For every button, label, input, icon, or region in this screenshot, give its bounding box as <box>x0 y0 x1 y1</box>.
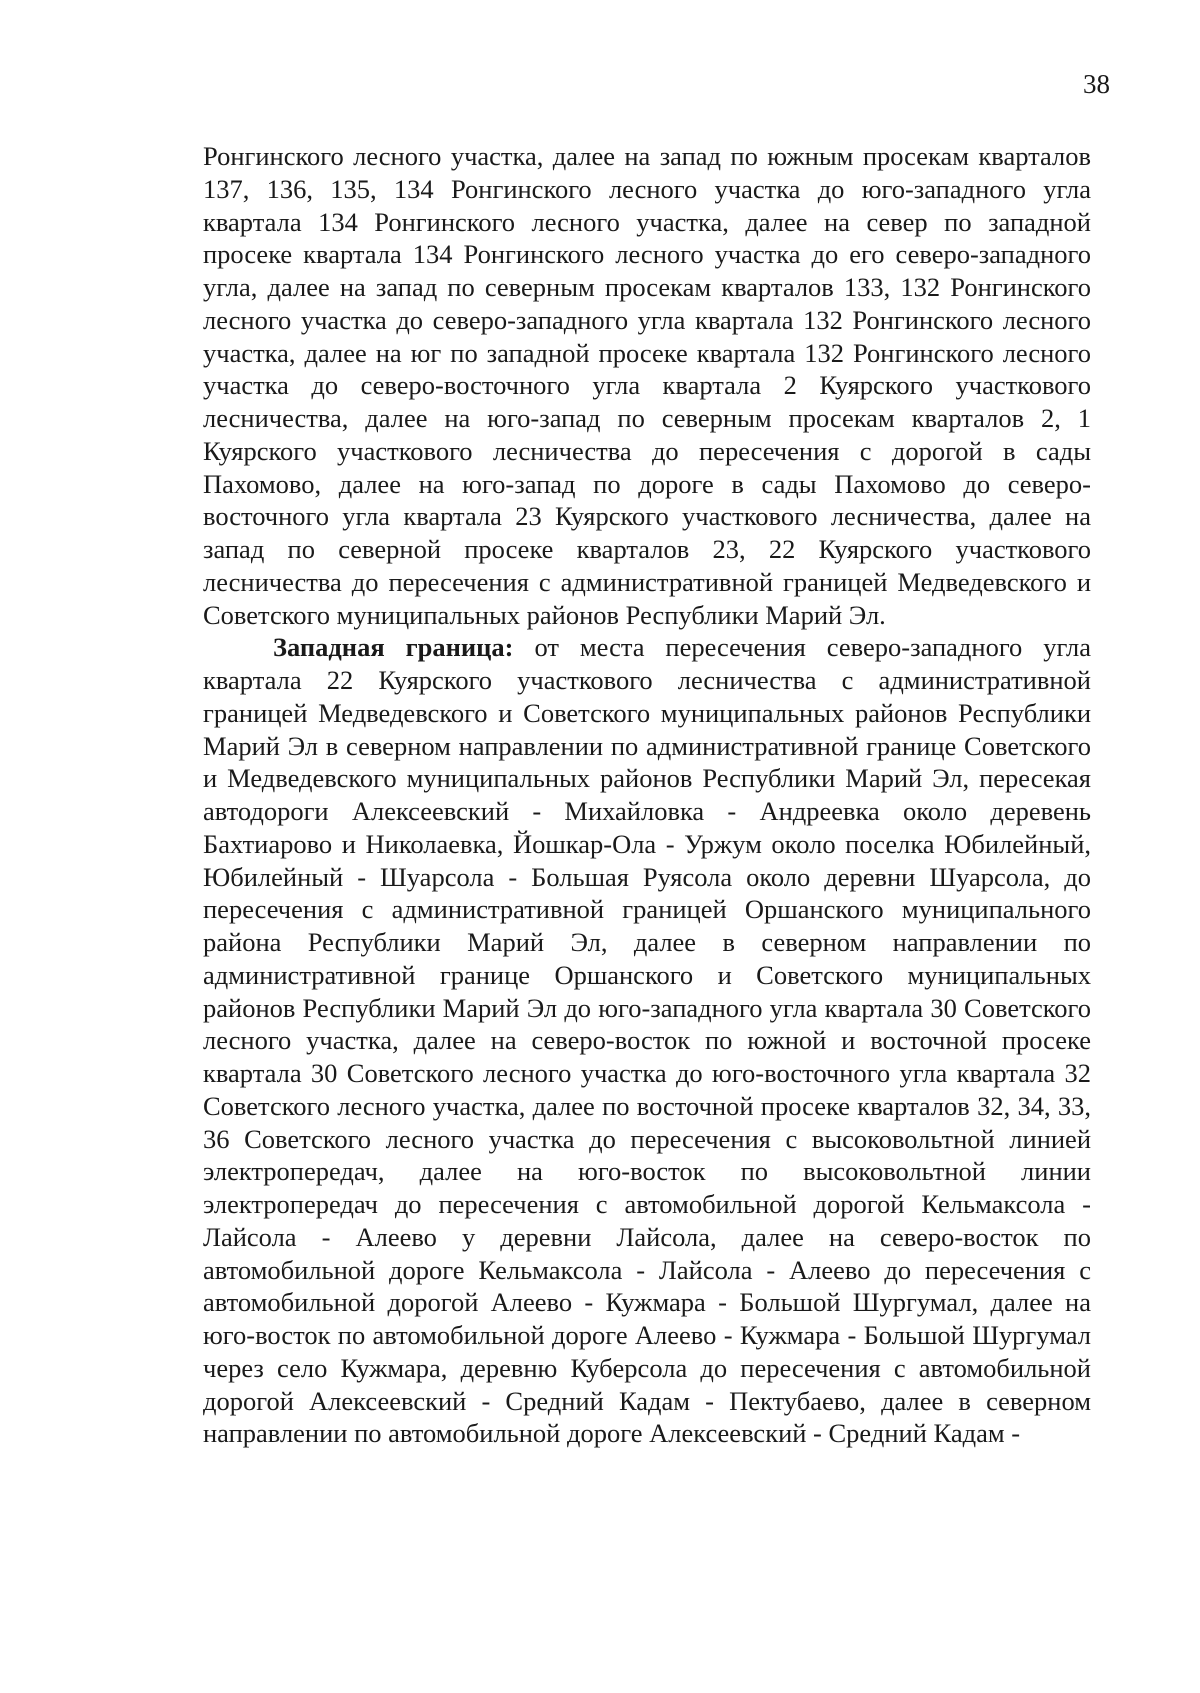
paragraph-continuation: Ронгинского лесного участка, далее на запад по южным просекам кварталов 137, 136, 135, 134 Ронгинского лесного участка до юго-западного угла квартала 134 Ронгинского лесного участка, далее на север по западной просеке квартала 134 Ронгинского лесного участка до его северо-западного угла, далее на запад по северным просекам кварталов 133, 132 Ронгинского лесного участка до северо-западного угла квартала 132 Ронгинского лесного участка, далее на юг по западной просеке квартала 132 Ронгинского лесного участка до северо-восточного угла квартала 2 Куярского участкового лесничества, далее на юго-запад по северным просекам кварталов 2, 1 Куярского участкового лесничества до пересечения с дорогой в сады Пахомово, далее на юго-запад по дороге в сады Пахомово до северо-восточного угла квартала 23 Куярского участкового лесничества, далее на запад по северной просеке кварталов 23, 22 Куярского участкового лесничества до пересечения с административной границей Медведевского и Советского муниципальных районов Республики Марий Эл. <box>203 141 1091 630</box>
body-text <box>203 140 1091 1450</box>
section-heading-western-boundary: Западная граница: <box>273 632 514 663</box>
paragraph-western-boundary-text: от места пересечения северо-западного угла квартала 22 Куярского участкового лесничества с административной границей Медведевского и Советского муниципальных районов Республики Марий Эл в северном направлении по административной границе Советского и Медведевского муниципальных районов Республики Марий Эл, пересекая автодороги Алексеевский - Михайловка - Андреевка около деревень Бахтиарово и Николаевка, Йошкар-Ола - Уржум около поселка Юбилейный, Юбилейный - Шуарсола - Большая Руясола около деревни Шуарсола, до пересечения с административной границей Оршанского муниципального района Республики Марий Эл, далее в северном направлении по административной границе Оршанского и Советского муниципальных районов Республики Марий Эл до юго-западного угла квартала 30 Советского лесного участка, далее на северо-восток по южной и восточной просеке квартала 30 Советского лесного участка до юго-восточного угла квартала 32 Советского лесного участка, далее по восточной просеке кварталов 32, 34, 33, 36 Советского лесного участка до пересечения с высоковольтной линией электропередач, далее на юго-восток по высоковольтной линии электропередач до пересечения с автомобильной дорогой Кельмаксола - Лайсола - Алеево у деревни Лайсола, далее на северо-восток по автомобильной дороге Кельмаксола - Лайсола - Алеево до пересечения с автомобильной дорогой Алеево - Кужмара - Большой Шургумал, далее на юго-восток по автомобильной дороге Алеево - Кужмара - Большой Шургумал через село Кужмара, деревню Кубeрсола до пересечения с автомобильной дорогой Алексеевский - Средний Кадам - Пектубаево, далее в северном направлении по автомобильной дороге Алексеевский - Средний Кадам - <box>203 632 1091 1449</box>
page-number: 38 <box>1083 69 1110 99</box>
paragraph-western-boundary <box>203 631 1091 1450</box>
